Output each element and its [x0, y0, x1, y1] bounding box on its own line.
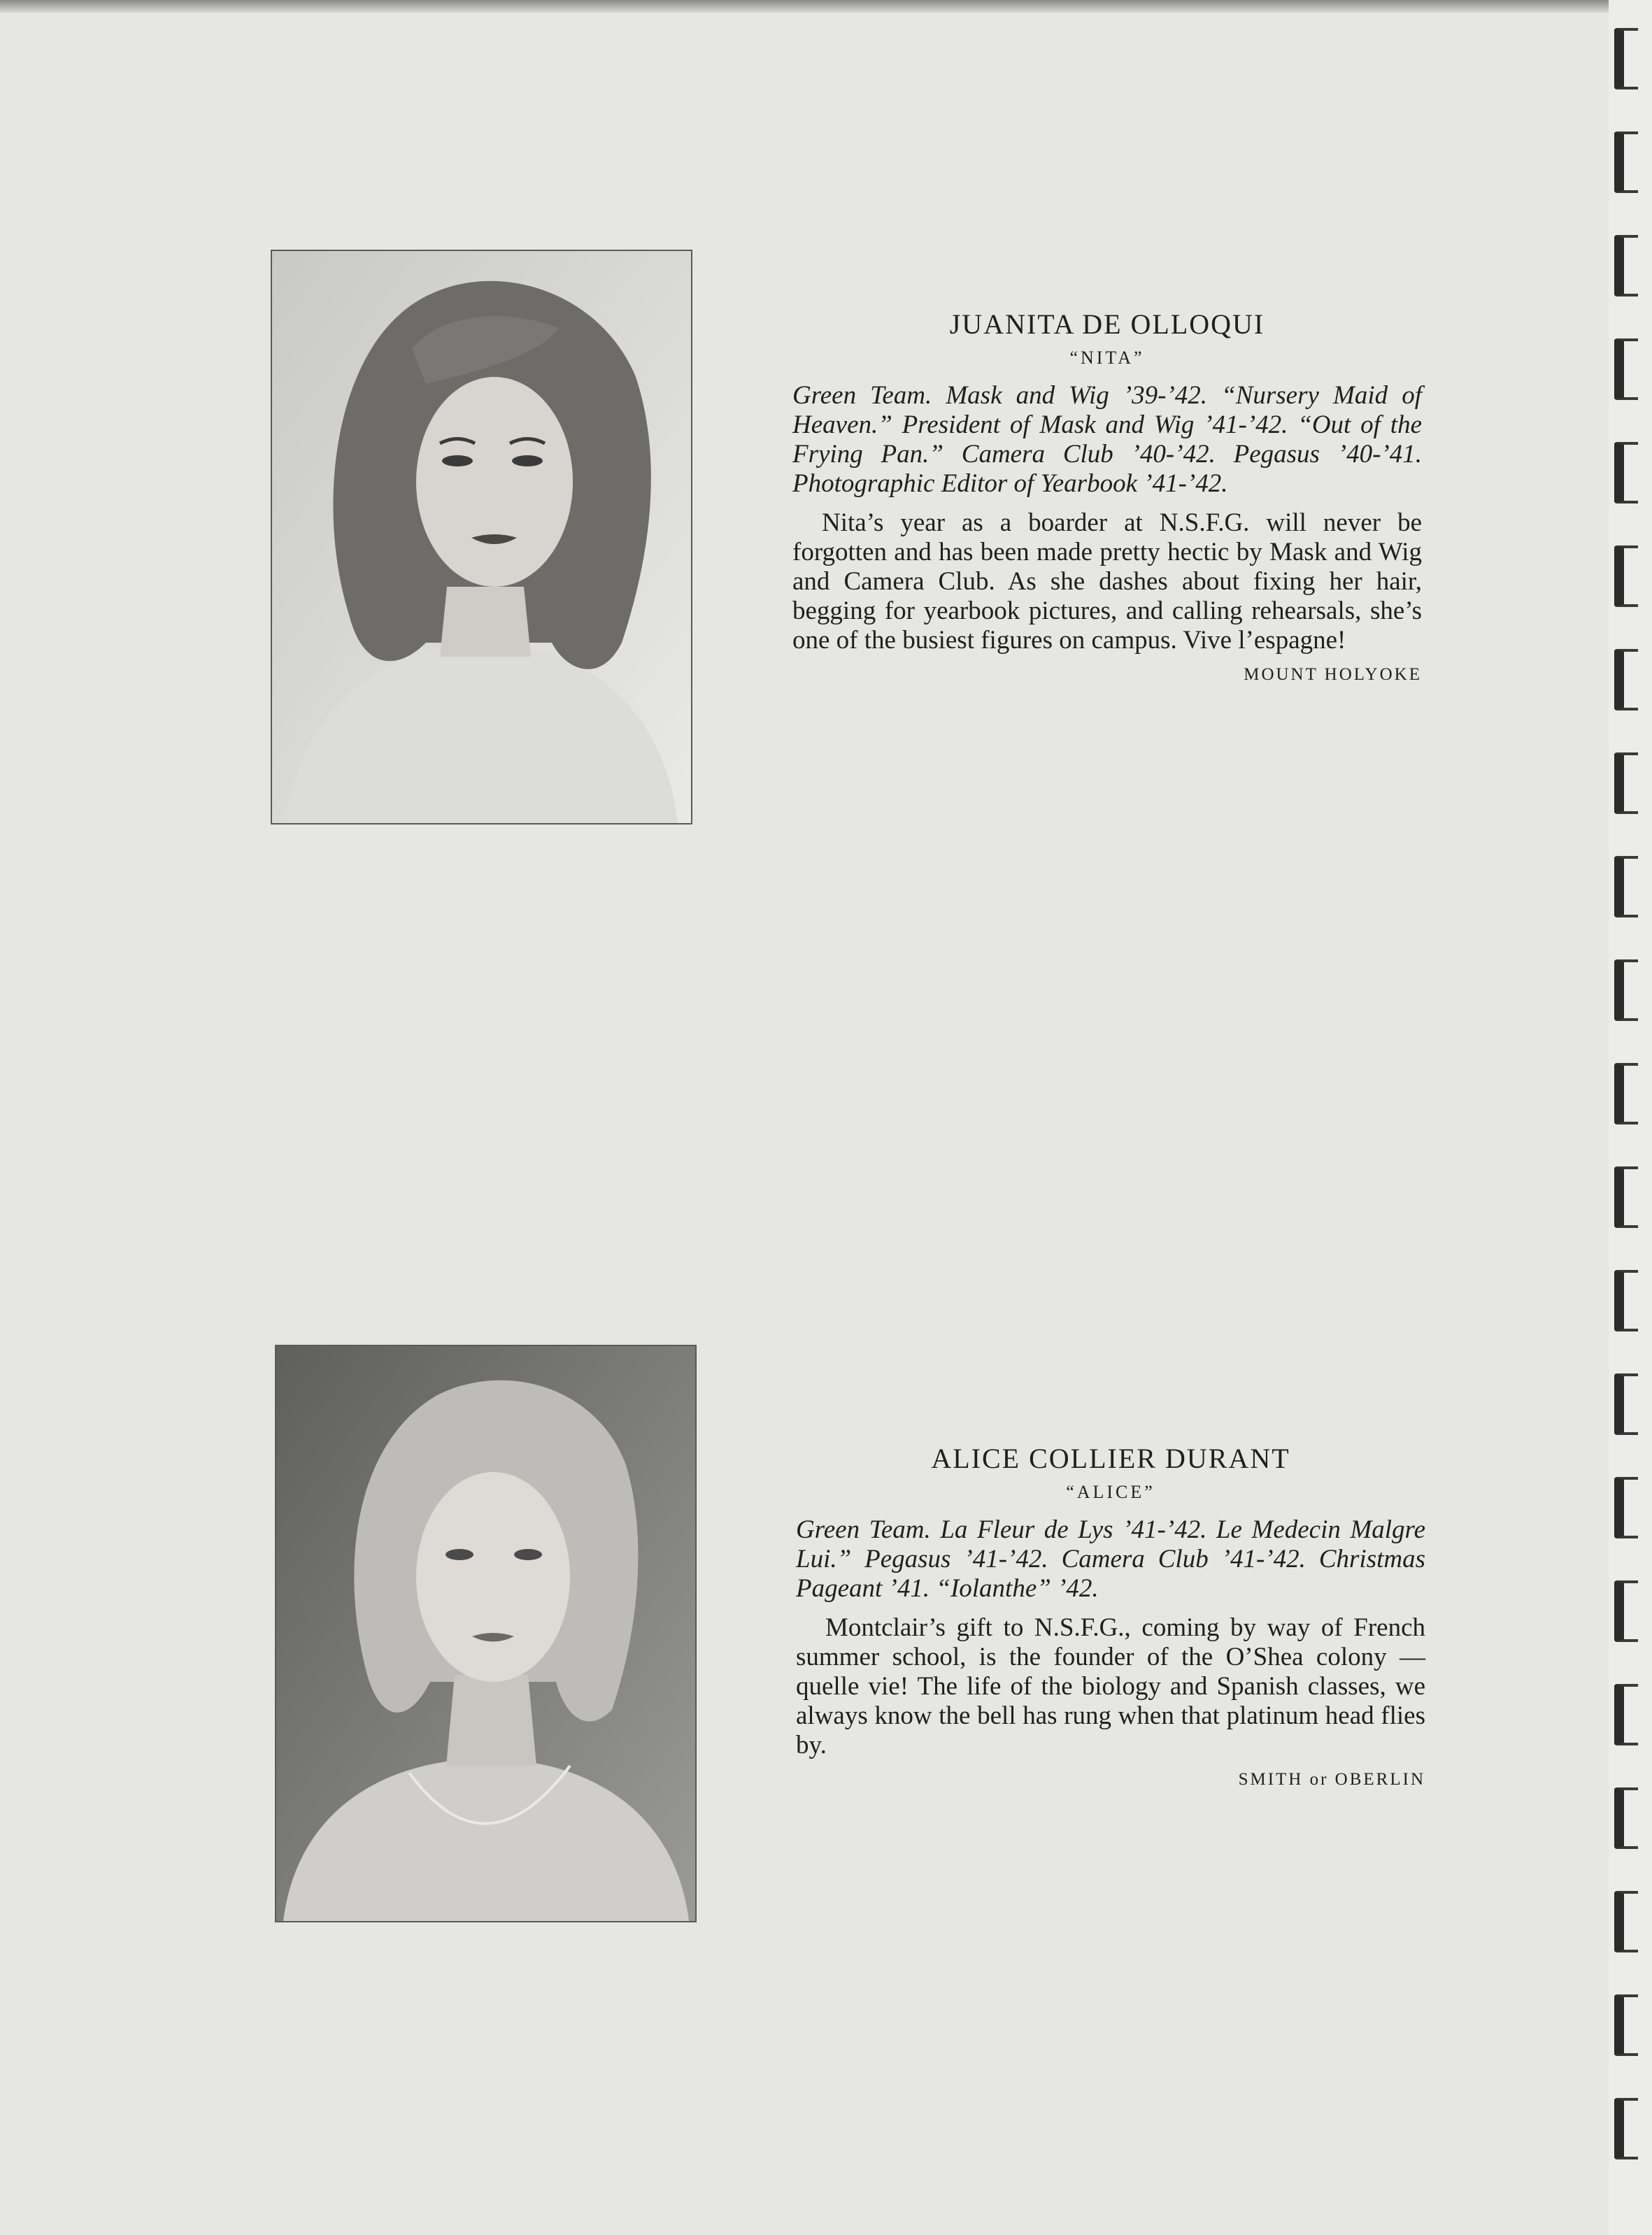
- student-activities: Green Team. Mask and Wig ’39-’42. “Nursery Maid of Heaven.” President of Mask and Wig ’41-’42. “Out of the Frying Pan.” Camera Club ’40-’42. Pegasus ’40-’41. Photographic Editor of Yearbook ’41-’42.: [792, 381, 1422, 498]
- binding-ring: [1614, 1063, 1638, 1124]
- binding-ring: [1614, 1373, 1638, 1435]
- binding-ring: [1614, 338, 1638, 400]
- college-choice: SMITH or OBERLIN: [1238, 1770, 1425, 1789]
- binding-ring: [1614, 1891, 1638, 1952]
- bio-entry-2: [796, 1442, 1425, 1790]
- binding-ring: [1614, 1684, 1638, 1745]
- binding-ring: [1614, 1580, 1638, 1642]
- binding-ring: [1614, 1166, 1638, 1228]
- page-top-edge: [0, 0, 1652, 13]
- spiral-binding: [1609, 0, 1652, 2235]
- binding-ring: [1614, 752, 1638, 814]
- binding-ring: [1614, 28, 1638, 90]
- student-blurb: Montclair’s gift to N.S.F.G., coming by way of French summer school, is the founder of the O’Shea colony — quelle vie! The life of the biology and Spanish classes, we always know the bell has rung when that platinum head flies by.: [796, 1613, 1425, 1759]
- binding-ring: [1614, 131, 1638, 193]
- student-name: ALICE COLLIER DURANT: [931, 1443, 1290, 1474]
- portrait-photo-2: [275, 1345, 697, 1922]
- student-nickname: “NITA”: [1069, 348, 1145, 368]
- bio-entry-1: [792, 308, 1422, 685]
- binding-ring: [1614, 442, 1638, 504]
- binding-ring: [1614, 959, 1638, 1021]
- student-blurb: Nita’s year as a boarder at N.S.F.G. will never be forgotten and has been made pretty hectic by Mask and Wig and Camera Club. As she dashes about fixing her hair, begging for yearbook pictures, and calling rehearsals, she’s one of the busiest figures on campus. Vive l’espagne!: [792, 508, 1422, 655]
- binding-ring: [1614, 1270, 1638, 1331]
- binding-ring: [1614, 1994, 1638, 2056]
- college-choice: MOUNT HOLYOKE: [1244, 665, 1422, 684]
- portrait-photo-1: [271, 250, 692, 824]
- binding-ring: [1614, 2098, 1638, 2159]
- binding-ring: [1614, 649, 1638, 711]
- student-nickname: “ALICE”: [1066, 1482, 1155, 1502]
- binding-ring: [1614, 545, 1638, 607]
- binding-ring: [1614, 856, 1638, 917]
- student-name: JUANITA DE OLLOQUI: [949, 308, 1265, 340]
- student-activities: Green Team. La Fleur de Lys ’41-’42. Le Medecin Malgre Lui.” Pegasus ’41-’42. Camera Club ’41-’42. Christmas Pageant ’41. “Iolanthe” ’42.: [796, 1515, 1425, 1603]
- binding-ring: [1614, 1787, 1638, 1849]
- binding-ring: [1614, 1477, 1638, 1538]
- binding-ring: [1614, 235, 1638, 297]
